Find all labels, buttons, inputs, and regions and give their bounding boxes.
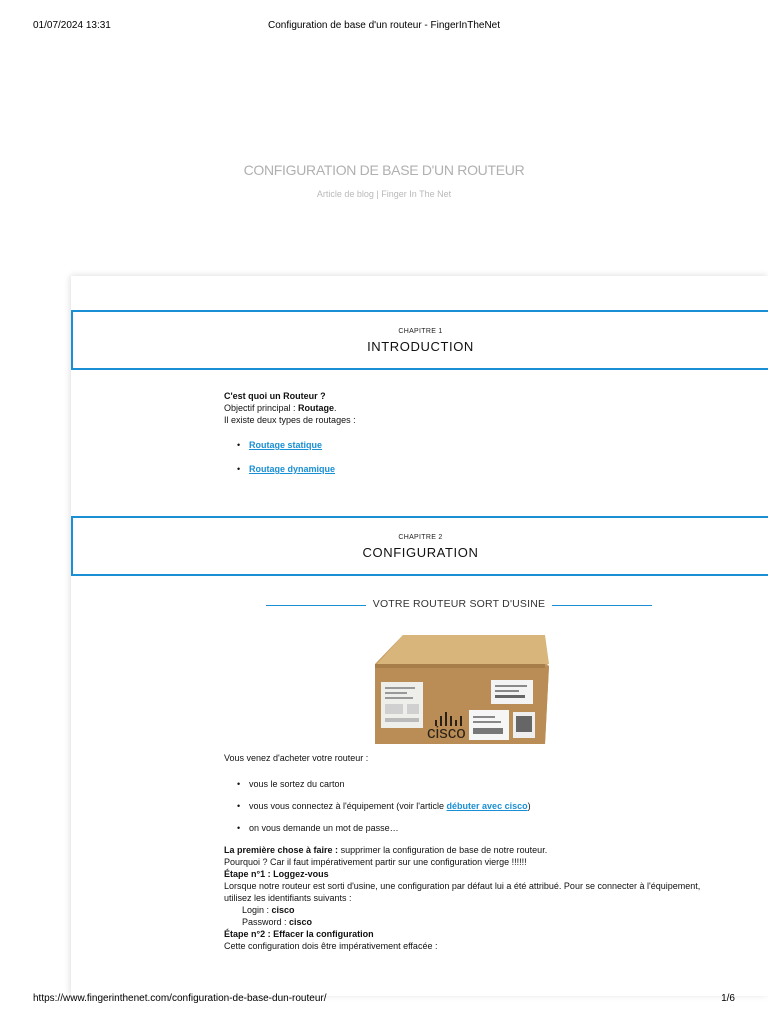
step1-title: Étape n°1 : Loggez-vous — [224, 869, 329, 879]
steps-list — [224, 778, 704, 834]
list-item — [224, 439, 724, 451]
chapter-configuration — [71, 516, 768, 576]
divider-right — [552, 605, 652, 606]
login-line: Login : cisco — [242, 905, 295, 915]
list-item: • vous le sortez du carton — [224, 778, 704, 790]
list-item: • on vous demande un mot de passe… — [224, 822, 704, 834]
list-item — [224, 463, 724, 475]
chapter-label: CHAPITRE 2 — [398, 534, 443, 541]
page-title: CONFIGURATION DE BASE D'UN ROUTEUR — [243, 162, 525, 178]
intro-content — [224, 390, 724, 475]
print-page-title: Configuration de base d'un routeur - FingerInTheNet — [267, 20, 501, 31]
routing-types-list — [224, 439, 724, 475]
bought-text: Vous venez d'acheter votre routeur : — [224, 753, 369, 763]
page-subtitle: Article de blog | Finger In The Net — [316, 189, 452, 199]
article-card — [71, 276, 768, 996]
step2-title: Étape n°2 : Effacer la configuration — [224, 929, 374, 939]
step1-text: Lorsque notre routeur est sorti d'usine, une configuration par défaut lui a été attribué. Pour se connecter à l'équipement, utilisez les identifiants suivants : — [224, 881, 701, 903]
password-line: Password : cisco — [242, 917, 313, 927]
section-heading — [266, 598, 652, 612]
first-thing-text: La première chose à faire : supprimer la configuration de base de notre routeur. — [224, 845, 548, 855]
intro-objective: Objectif principal : Routage. — [224, 403, 337, 413]
print-page-number: 1/6 — [721, 993, 735, 1004]
link-routage-dynamique[interactable]: Routage dynamique — [249, 464, 336, 474]
print-url: https://www.fingerinthenet.com/configuration-de-base-dun-routeur/ — [33, 993, 327, 1004]
list-item: • vous vous connectez à l'équipement (voir l'article débuter avec cisco) — [224, 800, 704, 812]
link-debuter-avec-cisco[interactable]: débuter avec cisco — [446, 801, 528, 811]
chapter-title: CONFIGURATION — [362, 545, 479, 560]
section-heading-text: VOTRE ROUTEUR SORT D'USINE — [372, 598, 546, 610]
chapter-label: CHAPITRE 1 — [398, 328, 443, 335]
print-header — [33, 20, 735, 34]
print-datetime: 01/07/2024 13:31 — [33, 20, 111, 31]
print-footer — [33, 993, 735, 1007]
intro-types-text: Il existe deux types de routages : — [224, 415, 356, 425]
chapter-title: INTRODUCTION — [367, 339, 474, 354]
step2-text: Cette configuration dois être impérativement effacée : — [224, 941, 438, 951]
config-content — [224, 752, 704, 952]
chapter-introduction — [71, 310, 768, 370]
box-brand-text: cisco — [427, 723, 466, 742]
router-box-image — [369, 632, 551, 750]
page-hero — [0, 162, 768, 199]
link-routage-statique[interactable]: Routage statique — [249, 440, 323, 450]
intro-question: C'est quoi un Routeur ? — [224, 391, 326, 401]
why-text: Pourquoi ? Car il faut impérativement partir sur une configuration vierge !!!!!! — [224, 857, 527, 867]
